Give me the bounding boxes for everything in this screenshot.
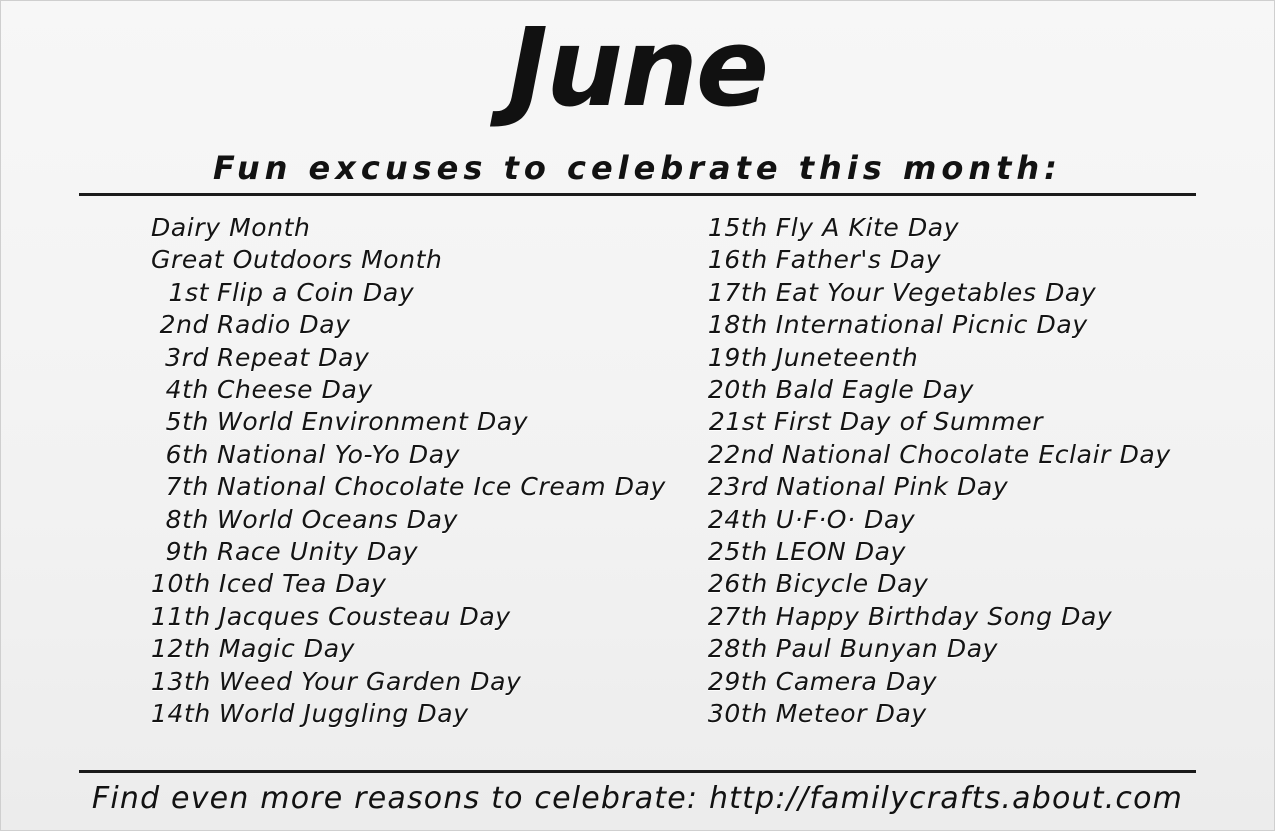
- page-title: June: [507, 6, 768, 131]
- holiday-date: 24th: [707, 504, 768, 534]
- holiday-date: 21st: [708, 407, 766, 437]
- list-item: [151, 471, 666, 503]
- holiday-label: Flip a Coin Day: [217, 277, 415, 307]
- list-item: [708, 601, 1178, 633]
- holiday-label: Meteor Day: [775, 699, 927, 729]
- holiday-label: Race Unity Day: [217, 537, 419, 567]
- holiday-date: 18th: [707, 310, 768, 340]
- footer-text: Find even more reasons to celebrate: http://familycrafts.about.com: [91, 781, 1184, 816]
- holiday-label: Great Outdoors Month: [151, 245, 443, 275]
- list-item: [708, 504, 1178, 536]
- holiday-label: LEON Day: [775, 537, 906, 567]
- holiday-date: 19th: [707, 342, 768, 372]
- left-column: [151, 212, 666, 731]
- list-item: [708, 309, 1178, 341]
- holiday-date: 16th: [707, 245, 768, 275]
- holiday-label: Magic Day: [218, 634, 356, 664]
- holiday-label: Bicycle Day: [775, 569, 929, 599]
- holiday-label: National Pink Day: [776, 472, 1009, 502]
- holiday-label: Bald Eagle Day: [775, 375, 975, 405]
- holiday-date: 11th: [151, 601, 211, 631]
- list-item: [151, 309, 666, 341]
- list-item: [151, 439, 666, 471]
- list-item: [151, 504, 666, 536]
- holiday-label: National Chocolate Eclair Day: [781, 439, 1171, 469]
- holiday-date: 25th: [707, 537, 768, 567]
- holiday-date: 13th: [151, 666, 211, 696]
- list-item: [151, 244, 666, 276]
- holiday-date: 1st: [168, 277, 209, 307]
- holiday-label: First Day of Summer: [773, 407, 1044, 437]
- holiday-label: Fly A Kite Day: [775, 213, 960, 242]
- holiday-date: 23rd: [707, 472, 769, 502]
- holiday-date: 30th: [707, 699, 768, 729]
- holiday-date: 15th: [707, 213, 768, 242]
- holiday-label: World Oceans Day: [217, 504, 458, 534]
- list-item: [708, 439, 1178, 471]
- list-item: [708, 471, 1178, 503]
- holiday-label: Juneteenth: [775, 342, 919, 372]
- holiday-label: World Juggling Day: [218, 699, 469, 729]
- right-column: [666, 212, 1178, 731]
- footer-section: [1, 770, 1274, 816]
- list-item: [151, 601, 666, 633]
- holiday-date: 27th: [707, 601, 768, 631]
- holiday-date: 17th: [707, 277, 768, 307]
- list-item: [151, 406, 666, 438]
- list-item: [708, 342, 1178, 374]
- holiday-date: 4th: [165, 375, 209, 405]
- holiday-date: 2nd: [159, 310, 209, 340]
- subtitle: Fun excuses to celebrate this month:: [79, 149, 1196, 196]
- holiday-label: Repeat Day: [217, 342, 370, 372]
- holiday-label: Weed Your Garden Day: [218, 666, 522, 696]
- holiday-label: Cheese Day: [217, 375, 373, 405]
- holiday-date: 20th: [707, 375, 768, 405]
- list-item: [151, 633, 666, 665]
- holiday-label: International Picnic Day: [775, 310, 1088, 340]
- holiday-date: 9th: [165, 537, 209, 567]
- holiday-label: World Environment Day: [217, 407, 529, 437]
- list-item: [708, 633, 1178, 665]
- holiday-label: Father's Day: [775, 245, 942, 275]
- holiday-columns: [1, 212, 1274, 731]
- list-item: [708, 698, 1178, 730]
- holiday-date: 28th: [707, 634, 768, 664]
- holiday-label: Radio Day: [217, 310, 351, 340]
- list-item: [708, 277, 1178, 309]
- holiday-date: 26th: [707, 569, 768, 599]
- holiday-label: National Yo-Yo Day: [217, 439, 461, 469]
- list-item: [708, 536, 1178, 568]
- list-item: [708, 374, 1178, 406]
- list-item: [151, 536, 666, 568]
- list-item: [708, 666, 1178, 698]
- list-item: [151, 568, 666, 600]
- holiday-label: U·F·O· Day: [775, 504, 916, 534]
- holiday-date: 10th: [151, 569, 211, 599]
- holiday-label: Happy Birthday Song Day: [775, 601, 1113, 631]
- holiday-date: 22nd: [707, 439, 774, 469]
- holiday-label: Paul Bunyan Day: [775, 634, 999, 664]
- list-item: [151, 342, 666, 374]
- holiday-date: 14th: [151, 699, 211, 729]
- holiday-label: Iced Tea Day: [218, 569, 387, 599]
- holiday-date: 5th: [165, 407, 209, 437]
- list-item: [708, 244, 1178, 276]
- holiday-date: 6th: [165, 439, 209, 469]
- list-item: [151, 374, 666, 406]
- holiday-date: 29th: [707, 666, 768, 696]
- list-item: [151, 666, 666, 698]
- holiday-date: 12th: [151, 634, 211, 664]
- footer-divider: [79, 770, 1196, 773]
- list-item: [708, 406, 1178, 438]
- list-item: [151, 277, 666, 309]
- list-item: [151, 212, 666, 244]
- holiday-label: Camera Day: [775, 666, 938, 696]
- list-item: [151, 698, 666, 730]
- holiday-label: Jacques Cousteau Day: [218, 601, 511, 631]
- holiday-label: Eat Your Vegetables Day: [775, 277, 1097, 307]
- holiday-date: 3rd: [165, 342, 209, 372]
- holiday-label: Dairy Month: [151, 213, 311, 242]
- holiday-date: 7th: [165, 472, 209, 502]
- subtitle-section: [1, 149, 1274, 196]
- list-item: [708, 212, 1178, 244]
- holiday-label: National Chocolate Ice Cream Day: [217, 472, 666, 502]
- holiday-date: 8th: [165, 504, 209, 534]
- list-item: [708, 568, 1178, 600]
